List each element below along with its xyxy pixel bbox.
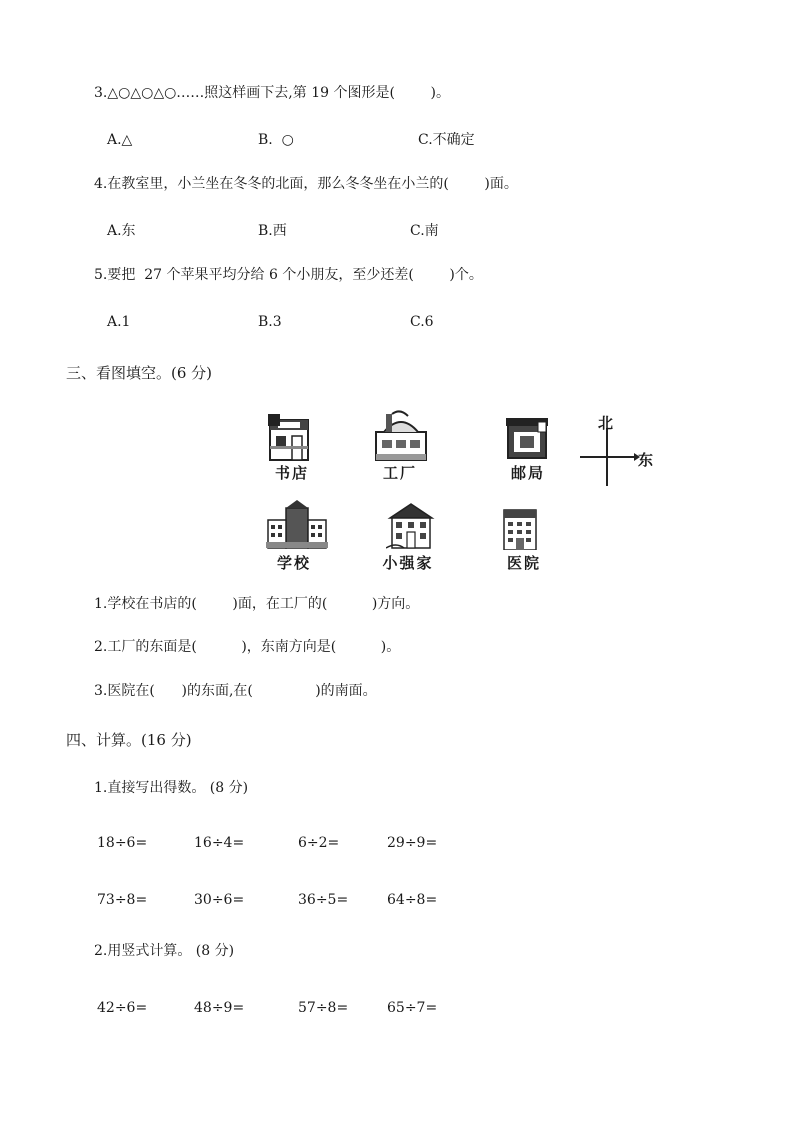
question-5-stem: 5.要把 27 个苹果平均分给 6 个小朋友，至少还差( )个。 [94,267,483,283]
label-hospital: 医院 [506,554,541,572]
vertical-calc-item: 48÷9= [194,1000,245,1016]
vertical-calc-item: 57÷8= [298,1000,349,1016]
q5-option-a: A.1 [107,314,131,330]
section-3-question-2: 2.工厂的东面是( )，东南方向是( )。 [94,639,401,655]
section-3-question-3: 3.医院在( )的东面,在( )的南面。 [94,683,377,699]
question-4-stem: 4.在教室里，小兰坐在冬冬的北面，那么冬冬坐在小兰的( )面。 [94,176,518,192]
question-3-stem: 3.△○△○△○……照这样画下去,第 19 个图形是( )。 [94,85,450,101]
calc-item: 36÷5= [298,892,349,908]
compass-east-label: 东 [638,451,654,469]
calc-item: 73÷8= [97,892,148,908]
q4-option-b: B.西 [258,223,287,239]
q3-option-a: A.△ [107,132,133,148]
q3-option-b: B. ○ [258,132,294,148]
label-bookstore: 书店 [274,464,309,482]
vertical-calc-item: 42÷6= [97,1000,148,1016]
calc-item: 18÷6= [97,835,148,851]
hospital-icon [500,506,540,550]
calc-item: 30÷6= [194,892,245,908]
label-school: 学校 [276,554,311,572]
vertical-calc-item: 65÷7= [387,1000,438,1016]
q5-option-b: B.3 [258,314,282,330]
school-icon [266,500,328,550]
calc-item: 29÷9= [387,835,438,851]
label-xiaoqiang-home: 小强家 [382,554,434,572]
bookstore-icon [266,412,312,462]
compass-arrows-icon [576,426,640,488]
house-icon [386,502,436,550]
label-post-office: 邮局 [510,464,545,482]
post-office-icon [504,414,550,460]
section-4-part-2-title: 2.用竖式计算。 (8 分) [94,943,235,959]
section-3-question-1: 1.学校在书店的( )面，在工厂的( )方向。 [94,596,420,612]
label-factory: 工厂 [382,464,417,482]
section-4-heading: 四、计算。(16 分) [66,731,192,749]
section-3-heading: 三、看图填空。(6 分) [66,364,213,382]
q3-option-c: C.不确定 [418,132,475,148]
compass-north-label: 北 [598,414,614,432]
q5-option-c: C.6 [410,314,434,330]
calc-item: 64÷8= [387,892,438,908]
factory-icon [370,410,432,462]
calc-item: 6÷2= [298,835,340,851]
q4-option-a: A.东 [107,223,136,239]
q4-option-c: C.南 [410,223,439,239]
calc-item: 16÷4= [194,835,245,851]
section-4-part-1-title: 1.直接写出得数。 (8 分) [94,780,249,796]
